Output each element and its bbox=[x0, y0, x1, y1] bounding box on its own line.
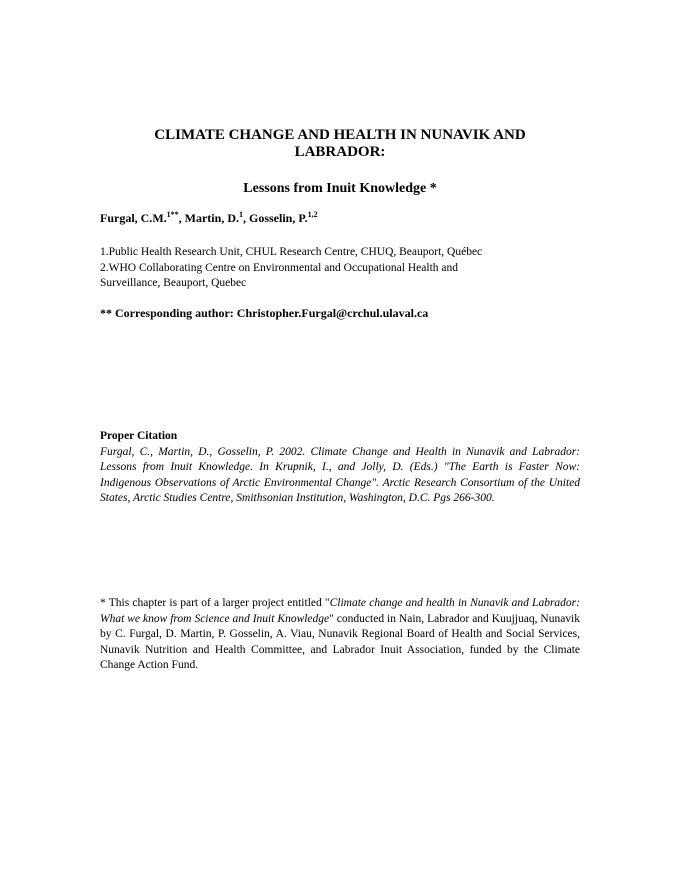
document-title bbox=[100, 127, 580, 161]
affiliation-line: 2.WHO Collaborating Centre on Environmental and Occupational Health and bbox=[100, 261, 458, 274]
author-name: Martin, D. bbox=[184, 211, 239, 225]
title-line-2: LABRADOR: bbox=[294, 144, 386, 160]
footnote-prefix: * This chapter is part of a larger project entitled " bbox=[100, 597, 330, 609]
author-affiliation-marker: 1,2 bbox=[307, 210, 318, 219]
citation-text: Furgal, C., Martin, D., Gosselin, P. 2002. Climate Change and Health in Nunavik and Labrador: Lessons from Inuit Knowledge. In Krupnik, I., and Jolly, D. (Eds.) "The Earth is Faster Now: Indigenous Observations of Arctic Environmental Change". Arctic Research Consortium of the United States, Arctic Studies Centre, Smithsonian Institution, Washington, D.C. Pgs 266-300. bbox=[100, 445, 580, 504]
author-list bbox=[100, 211, 580, 226]
author-affiliation-marker: 1** bbox=[166, 210, 179, 219]
author-name: Furgal, C.M. bbox=[100, 211, 167, 225]
author-separator: , bbox=[242, 211, 249, 225]
citation-heading: Proper Citation bbox=[100, 430, 178, 442]
affiliations bbox=[100, 245, 580, 292]
proper-citation bbox=[100, 429, 580, 507]
corresponding-author: ** Corresponding author: Christopher.Furgal@crchul.ulaval.ca bbox=[100, 306, 429, 320]
title-line-1: CLIMATE CHANGE AND HEALTH IN NUNAVIK AND bbox=[154, 127, 526, 143]
affiliation-line: 1.Public Health Research Unit, CHUL Research Centre, CHUQ, Beauport, Québec bbox=[100, 246, 483, 258]
author-affiliation-marker: 1 bbox=[238, 210, 243, 219]
document-subtitle: Lessons from Inuit Knowledge * bbox=[243, 181, 437, 196]
project-footnote bbox=[100, 596, 580, 674]
affiliation-line: Surveillance, Beauport, Quebec bbox=[100, 277, 247, 289]
author-name: Gosselin, P. bbox=[248, 211, 308, 225]
footnote-suffix: " conducted in Nain, Labrador and Kuujjuaq, Nunavik by C. Furgal, D. Martin, P. Gosselin, A. Viau, Nunavik Regional Board of Health and Social Services, Nunavik Nutrition and Health Committee, and Labrador Inuit Association, funded by the Climate Change Action Fund. bbox=[100, 612, 581, 671]
project-title: Climate change and health in Nunavik and Labrador: What we know from Science and Inuit Knowledge bbox=[100, 597, 580, 625]
author-separator: , bbox=[178, 211, 185, 225]
